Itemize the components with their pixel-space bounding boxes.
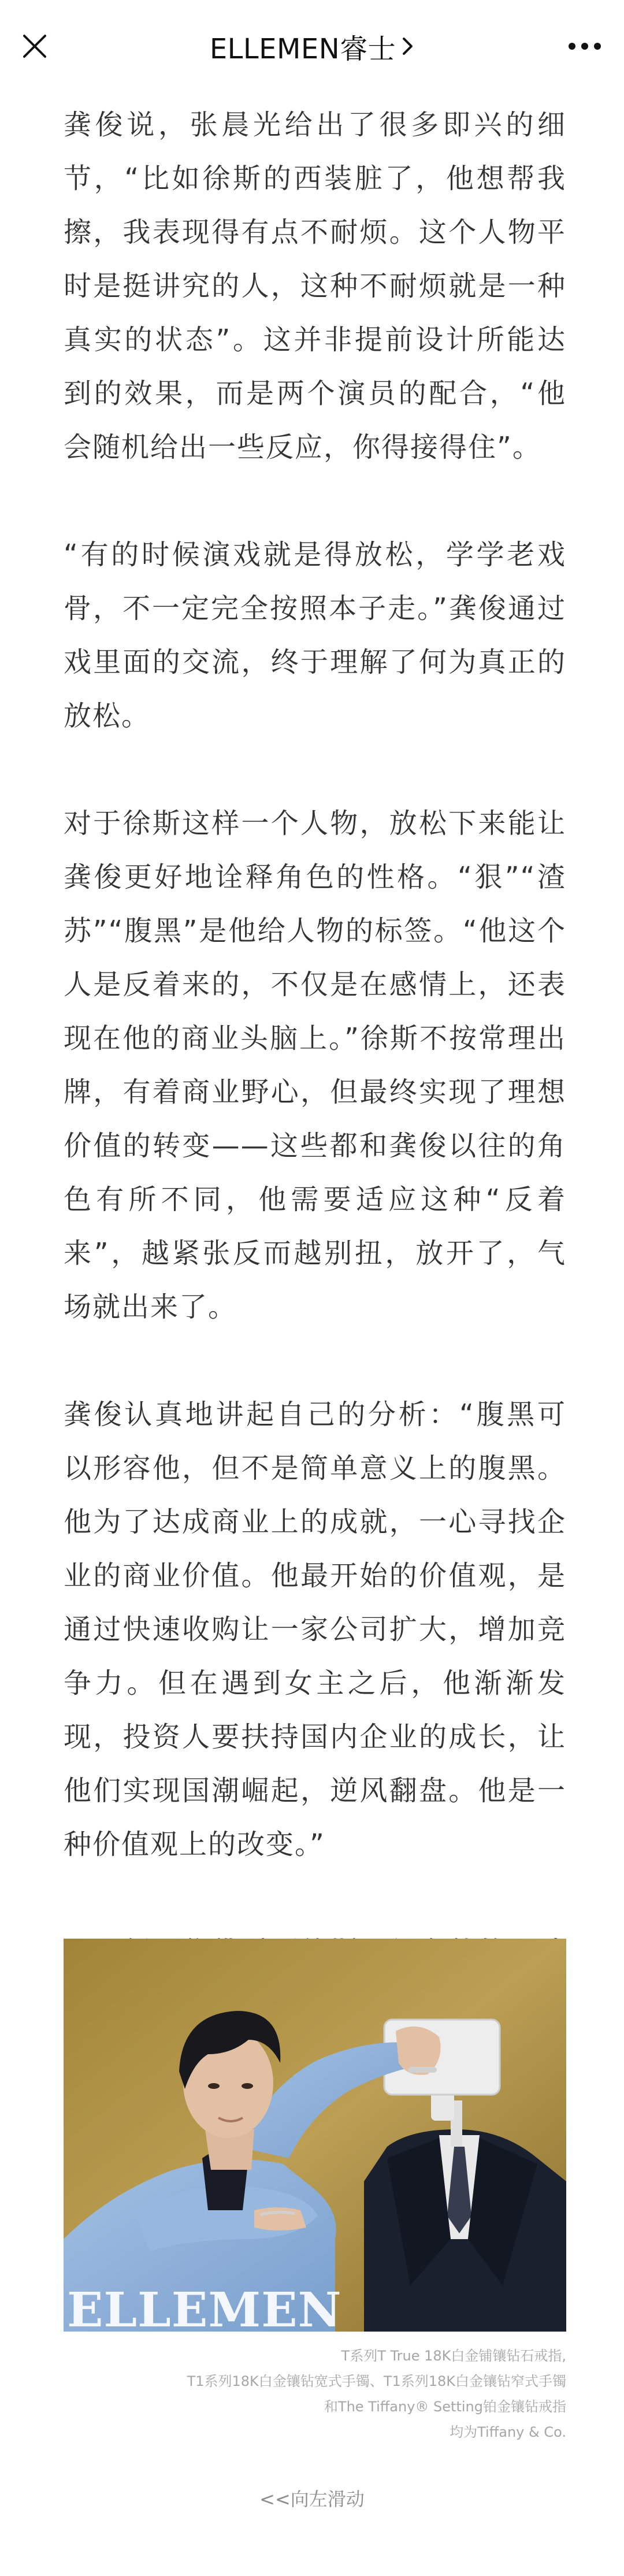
account-title-link[interactable] (210, 27, 414, 66)
article-photo[interactable] (64, 1939, 566, 2332)
photo-caption (69, 2343, 566, 2445)
photo-illustration (64, 1939, 566, 2332)
caption-line: T1系列18K白金镶钻宽式手镯、T1系列18K白金镶钻窄式手镯 (187, 2373, 566, 2389)
caption-line: 和The Tiffany® Setting铂金镶钻戒指 (324, 2399, 566, 2415)
page-title: ELLEMEN睿士 (209, 32, 396, 65)
swipe-left-hint[interactable]: <<向左滑动 (259, 2488, 365, 2510)
chevron-right-icon (402, 36, 414, 56)
top-bar (0, 0, 624, 92)
caption-line: 均为Tiffany & Co. (450, 2424, 566, 2440)
article-paragraph: 龚俊认真地讲起自己的分析：“腹黑可以形容他，但不是简单意义上的腹黑。他为了达成商业上的成就，一心寻找企业的商业价值。他最开始的价值观，是通过快速收购让一家公司扩大，增加竞争力。但在遇到女主之后，他渐渐发现，投资人要扶持国内企业的成长，让他们实现国潮崛起，逆风翻盘。他是一种价值观上的改变。” (64, 1398, 566, 1861)
close-button[interactable] (14, 25, 55, 67)
article-paragraph: 龚俊说，张晨光给出了很多即兴的细节，“比如徐斯的西装脏了，他想帮我擦，我表现得有点不耐烦。这个人物平时是挺讲究的人，这种不耐烦就是一种真实的状态”。这并非提前设计所能达到的效果，而是两个演员的配合，“他会随机给出一些反应，你得接得住”。 (64, 109, 566, 463)
article-paragraph: “有的时候演戏就是得放松，学学老戏骨，不一定完全按照本子走。”龚俊通过戏里面的交流，终于理解了何为真正的放松。 (64, 539, 566, 732)
close-icon (22, 34, 47, 59)
article-body (64, 98, 566, 2194)
more-button[interactable] (559, 25, 610, 67)
article-paragraph: 对于徐斯这样一个人物，放松下来能让龚俊更好地诠释角色的性格。“狠”“渣苏”“腹黑”是他给人物的标签。“他这个人是反着来的，不仅是在感情上，还表现在他的商业头脑上。”徐斯不按常理出牌，有着商业野心，但最终实现了理想价值的转变——这些都和龚俊以往的角色有所不同，他需要适应这种“反着来”，越紧张反而越别扭，放开了，气场就出来了。 (64, 807, 566, 1323)
caption-line: T系列T True 18K白金铺镶钻石戒指, (341, 2348, 566, 2364)
photo-watermark: ELLEMEN (67, 2282, 342, 2332)
more-icon (567, 42, 602, 50)
